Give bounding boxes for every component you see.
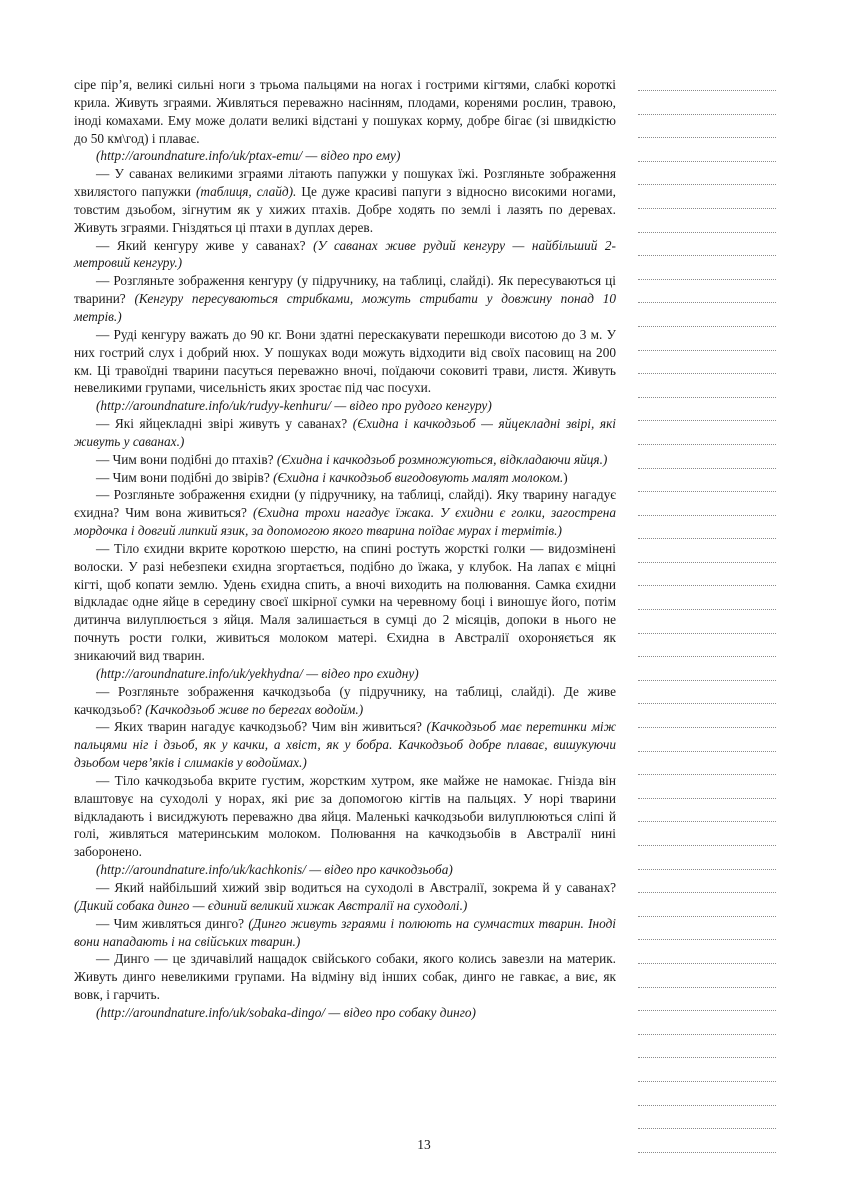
note-line xyxy=(638,397,776,398)
note-line xyxy=(638,184,776,185)
note-line xyxy=(638,703,776,704)
italic-text: (http://aroundnature.info/uk/ptax-emu/ — відео про ему) xyxy=(96,148,401,164)
paragraph xyxy=(74,486,616,540)
note-line xyxy=(638,1105,776,1106)
italic-text: (Качкодзьоб живе по берегах водойм.) xyxy=(145,701,364,717)
italic-text: (http://aroundnature.info/uk/sobaka-dingo/ — відео про собаку динго) xyxy=(96,1004,476,1020)
note-line xyxy=(638,1128,776,1129)
note-line xyxy=(638,114,776,115)
note-line xyxy=(638,444,776,445)
text-run: — Руді кенгуру важать до 90 кг. Вони здатні перескакувати перешкоди висотою до 3 м. У них гострий слух і добрий нюх. У пошуках води можуть відходити від своїх пасовищ на 200 км. Ці травоїдні тварини пасуться переважно вночі, поїдаючи соковиті трави, листя. Живуть невеликими групами, чисельність яких зростає під час посухи. xyxy=(74,326,616,396)
note-line xyxy=(638,468,776,469)
note-line xyxy=(638,585,776,586)
note-line xyxy=(638,538,776,539)
paragraph xyxy=(74,415,616,451)
text-run: — Яких тварин нагадує качкодзьоб? Чим він живиться? xyxy=(96,719,427,735)
paragraph xyxy=(74,540,616,665)
paragraph xyxy=(74,950,616,1004)
note-line xyxy=(638,255,776,256)
note-line xyxy=(638,1057,776,1058)
paragraph xyxy=(74,147,616,165)
note-line xyxy=(638,916,776,917)
paragraph xyxy=(74,718,616,772)
text-run: — Тіло єхидни вкрите короткою шерстю, на спині ростуть жорсткі голки — видозмінені волоски. У разі небезпеки єхидна згортається, подібно до їжака, у клубок. На лапах є міцні кігті, щоб копати землю. Удень єхидна спить, а вночі виходить на полювання. Самка єхидни відкладає одне яйце в середину своєї шкірної сумки на черевному боці і виношує його, потім дитинча вилуплюється з яйця. Маля залишається в сумці до 2 місяців, допоки в нього не почнуть рости голки, живиться молоком матері. Єхидна в Австралії охороняється як зникаючий вид тварин. xyxy=(74,540,616,663)
note-line xyxy=(638,137,776,138)
note-line xyxy=(638,939,776,940)
text-run: — У саванах великими зграями літають папужки у пошуках їжі. Розгляньте зображення хвилястого папужки xyxy=(74,166,616,200)
text-run: — Чим вони подібні до птахів? xyxy=(96,451,277,467)
text-run: — Розгляньте зображення кенгуру (у підручнику, на таблиці, слайді). Як пересуваються ці тварини? xyxy=(74,273,616,307)
note-line xyxy=(638,161,776,162)
italic-text: (У саванах живе рудий кенгуру — найбільший 2-метровий кенгуру.) xyxy=(74,237,616,271)
page-number: 13 xyxy=(417,1137,431,1152)
note-line xyxy=(638,1034,776,1035)
paragraph xyxy=(74,915,616,951)
italic-text: (http://aroundnature.info/uk/rudyy-kenhuru/ — відео про рудого кенгуру) xyxy=(96,398,492,414)
italic-text: (Єхидна трохи нагадує їжака. У єхидни є голки, загострена мордочка і довгий липкий язик, за допомогою якого тварина поїдає мурах і термітів.) xyxy=(74,505,616,539)
paragraph xyxy=(74,861,616,879)
note-line xyxy=(638,1010,776,1011)
paragraph xyxy=(74,469,616,487)
italic-text: (http://aroundnature.info/uk/kachkonis/ — відео про качкодзьоба) xyxy=(96,862,453,878)
notes-margin xyxy=(638,90,776,1175)
paragraph xyxy=(74,451,616,469)
note-line xyxy=(638,821,776,822)
note-line xyxy=(638,987,776,988)
italic-text: (Кенгуру пересуваються стрибками, можуть стрибати у довжину понад 10 метрів.) xyxy=(74,291,616,324)
text-run: ) xyxy=(563,469,568,485)
note-line xyxy=(638,279,776,280)
paragraph xyxy=(74,1004,616,1022)
note-line xyxy=(638,774,776,775)
main-text xyxy=(74,76,616,1022)
note-line xyxy=(638,302,776,303)
text-run: — Розгляньте зображення качкодзьоба (у підручнику, на таблиці, слайді). Де живе качкодзьоб? xyxy=(74,683,616,717)
italic-text: (Єхидна і качкодзьоб розмножуються, відкладаючи яйця.) xyxy=(276,451,608,467)
italic-text: (Єхидна і качкодзьоб — яйцекладні звірі, які живуть у саванах.) xyxy=(74,416,616,449)
paragraph xyxy=(74,237,616,273)
note-line xyxy=(638,90,776,91)
paragraph xyxy=(74,879,616,915)
text-run: — Динго — це здичавілий нащадок свійського собаки, якого колись завезли на материк. Живуть динго невеликими групами. На відміну від інших собак, динго не гавкає, а виє, як вовк, і гарчить. xyxy=(74,951,616,1003)
note-line xyxy=(638,680,776,681)
italic-text: (http://aroundnature.info/uk/yekhydna/ — відео про єхидну) xyxy=(96,665,419,681)
paragraph xyxy=(74,683,616,719)
paragraph xyxy=(74,397,616,415)
note-line xyxy=(638,373,776,374)
text-run: — Чим вони подібні до звірів? xyxy=(96,469,274,485)
note-line xyxy=(638,562,776,563)
note-line xyxy=(638,420,776,421)
italic-text: (Качкодзьоб має перетинки між пальцями ніг і дзьоб, як у качки, а хвіст, як у бобра. Качкодзьоб добре плаває, вишукуючи дзьобом черв’яків і слимаків у водоймах.) xyxy=(74,719,616,771)
note-line xyxy=(638,727,776,728)
note-line xyxy=(638,751,776,752)
note-line xyxy=(638,798,776,799)
text-run: — Які яйцекладні звірі живуть у саванах? xyxy=(96,416,353,432)
paragraph xyxy=(74,272,616,326)
text-run: — Чим живляться динго? xyxy=(96,915,249,931)
text-run: сіре пір’я, великі сильні ноги з трьома пальцями на ногах і гострими кігтями, слабкі короткі крила. Живуть зграями. Живляться переважно насінням, плодами, коренями рослин, травою, іноді комахами. Ему може долати великі відстані у пошуках корму, добре бігає (зі швидкістю до 50 км\год) і плаває. xyxy=(74,77,616,146)
note-line xyxy=(638,845,776,846)
text-run: — Тіло качкодзьоба вкрите густим, жорстким хутром, яке майже не намокає. Гнізда він влаштовує на суходолі у норах, які риє за допомогою кігтів на пальцях. У норі тварини відкладають і висиджують переважно два яйця. Маленькі качкодзьоби вилуплюються сліпі й голі, живляться материнським молоком. Полювання на качкодзьобів в Австралії нині заборонено. xyxy=(74,772,616,860)
paragraph xyxy=(74,165,616,236)
paragraph xyxy=(74,76,616,147)
text-run: — Який кенгуру живе у саванах? xyxy=(96,237,314,253)
note-line xyxy=(638,515,776,516)
note-line xyxy=(638,232,776,233)
note-line xyxy=(638,208,776,209)
text-run: — Розгляньте зображення єхидни (у підручнику, на таблиці, слайді). Яку тварину нагадує єхидна? Чим вона живиться? xyxy=(74,487,616,521)
note-line xyxy=(638,609,776,610)
note-line xyxy=(638,350,776,351)
text-run: Це дуже красиві папуги з відносно високими ногами, товстим дзьобом, зігнутим як у хижих птахів. Добре ходять по землі і лазять по деревах. Живуть зграями. Гніздяться ці птахи в дуплах дерев. xyxy=(74,184,616,235)
note-line xyxy=(638,656,776,657)
note-line xyxy=(638,326,776,327)
italic-text: (Єхидна і качкодзьоб вигодовують малят молоком. xyxy=(273,469,564,485)
note-line xyxy=(638,963,776,964)
note-line xyxy=(638,491,776,492)
note-line xyxy=(638,633,776,634)
italic-text: (таблиця, слайд). xyxy=(195,184,297,200)
italic-text: (Динго живуть зграями і полюють на сумчастих тварин. Іноді вони нападають і на свійських тварин.) xyxy=(74,915,616,949)
paragraph xyxy=(74,772,616,861)
note-line xyxy=(638,1081,776,1082)
text-run: — Який найбільший хижий звір водиться на суходолі в Австралії, зокрема й у саванах? xyxy=(96,879,616,895)
note-line xyxy=(638,869,776,870)
paragraph xyxy=(74,326,616,397)
note-line xyxy=(638,892,776,893)
paragraph xyxy=(74,665,616,683)
italic-text: (Дикий собака динго — єдиний великий хижак Австралії на суходолі.) xyxy=(74,897,468,913)
